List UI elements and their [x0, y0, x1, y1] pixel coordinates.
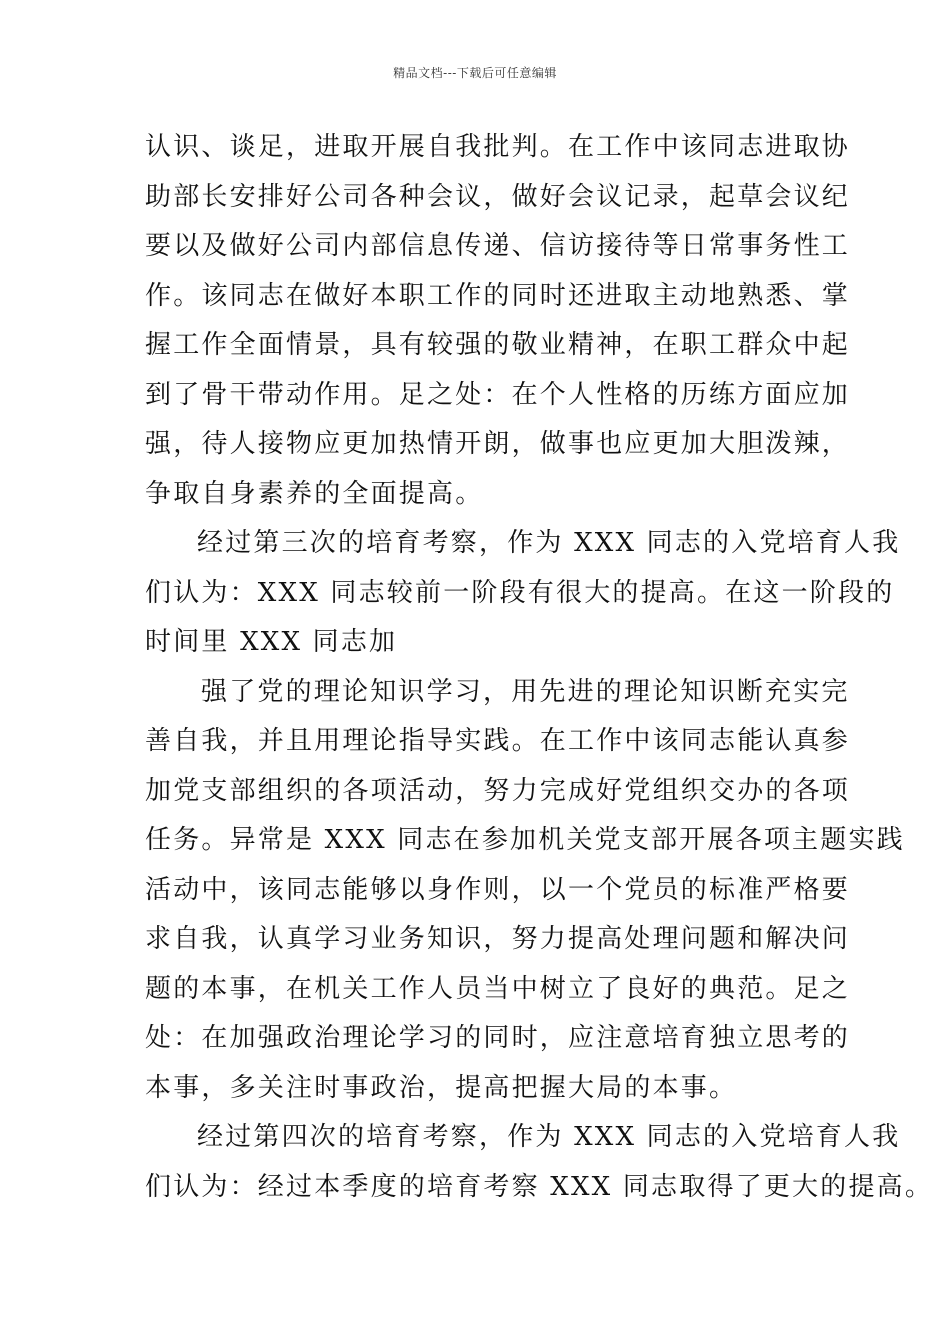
paragraph-4 — [145, 1113, 934, 1212]
text-line: 到了骨干带动作用。足之处：在个人性格的历练方面应加 — [145, 379, 851, 410]
text-line: 助部长安排好公司各种会议，做好会议记录，起草会议纪 — [145, 181, 851, 212]
text-line: 经过第三次的培育考察，作为 XXX 同志的入党培育人我 — [197, 528, 901, 558]
text-line: 作。该同志在做好本职工作的同时还进取主动地熟悉、掌 — [145, 280, 851, 311]
text-line: 加党支部组织的各项活动，努力完成好党组织交办的各项 — [145, 775, 851, 806]
text-line: 争取自身素养的全面提高。 — [145, 478, 484, 509]
document-body — [145, 123, 934, 1212]
text-line: 们认为：经过本季度的培育考察 XXX 同志取得了更大的提高。 — [145, 1171, 934, 1202]
text-line: 强，待人接物应更加热情开朗，做事也应更加大胆泼辣， — [145, 429, 851, 459]
text-line: 们认为：XXX 同志较前一阶段有很大的提高。在这一阶段的 — [145, 577, 895, 608]
paragraph-3 — [145, 668, 905, 1114]
text-line: 握工作全面情景，具有较强的敬业精神，在职工群众中起 — [145, 330, 851, 360]
text-line: 要以及做好公司内部信息传递、信访接待等日常事务性工 — [145, 231, 851, 261]
text-line: 活动中，该同志能够以身作则，以一个党员的标准严格要 — [145, 874, 851, 905]
text-line: 本事，多关注时事政治，提高把握大局的本事。 — [145, 1072, 738, 1103]
text-line: 经过第四次的培育考察，作为 XXX 同志的入党培育人我 — [197, 1122, 901, 1152]
text-line: 处：在加强政治理论学习的同时，应注意培育独立思考的 — [145, 1023, 851, 1053]
text-line: 时间里 XXX 同志加 — [145, 627, 398, 657]
text-line: 求自我，认真学习业务知识，努力提高处理问题和解决问 — [145, 924, 851, 954]
text-line: 善自我，并且用理论指导实践。在工作中该同志能认真参 — [145, 726, 851, 756]
paragraph-1 — [145, 123, 851, 519]
page-header: 精品文档---下载后可任意编辑 — [393, 66, 557, 80]
text-line: 强了党的理论知识学习，用先进的理论知识断充实完 — [201, 676, 850, 707]
paragraph-2 — [145, 519, 901, 668]
text-line: 题的本事，在机关工作人员当中树立了良好的典范。足之 — [145, 973, 851, 1004]
text-line: 任务。异常是 XXX 同志在参加机关党支部开展各项主题实践 — [145, 825, 905, 855]
text-line: 认识、谈足，进取开展自我批判。在工作中该同志进取协 — [145, 132, 851, 162]
